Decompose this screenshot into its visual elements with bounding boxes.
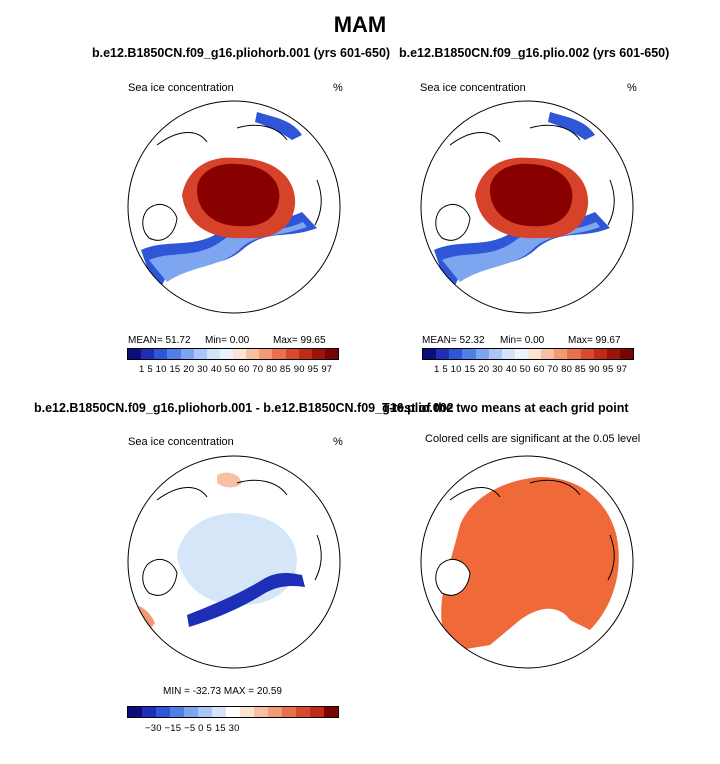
panel2-colorbar	[422, 348, 634, 360]
colorbar-swatch-5	[194, 349, 207, 359]
colorbar-swatch-7	[226, 707, 240, 717]
colorbar-swatch-13	[299, 349, 312, 359]
colorbar-swatch-4	[476, 349, 489, 359]
panel4-significant-cells	[441, 477, 619, 650]
panel2-mean-stat: MEAN= 52.32	[422, 335, 485, 346]
colorbar-swatch-5	[489, 349, 502, 359]
colorbar-swatch-7	[515, 349, 528, 359]
colorbar-swatch-9	[246, 349, 259, 359]
panel4-significance-note: Colored cells are significant at the 0.05 level	[425, 433, 641, 445]
colorbar-swatch-12	[296, 707, 310, 717]
colorbar-swatch-14	[607, 349, 620, 359]
panel2-variable-label: Sea ice concentration	[420, 82, 526, 94]
panel4-arctic-map	[420, 455, 634, 669]
colorbar-swatch-1	[141, 349, 154, 359]
colorbar-swatch-0	[128, 707, 142, 717]
panel3-weak-change-area	[177, 513, 297, 605]
panel3-colorbar-ticks: −30 −15 −5 0 5 15 30	[145, 723, 240, 734]
colorbar-swatch-3	[462, 349, 475, 359]
colorbar-swatch-9	[541, 349, 554, 359]
colorbar-swatch-2	[154, 349, 167, 359]
colorbar-swatch-8	[233, 349, 246, 359]
colorbar-swatch-3	[170, 707, 184, 717]
colorbar-swatch-12	[581, 349, 594, 359]
colorbar-swatch-6	[502, 349, 515, 359]
colorbar-swatch-14	[324, 707, 338, 717]
colorbar-swatch-4	[181, 349, 194, 359]
colorbar-swatch-6	[212, 707, 226, 717]
panel3-variable-label: Sea ice concentration	[128, 436, 234, 448]
panel3-arctic-map	[127, 455, 341, 669]
panel2-min-stat: Min= 0.00	[500, 335, 545, 346]
colorbar-swatch-8	[240, 707, 254, 717]
colorbar-swatch-11	[567, 349, 580, 359]
colorbar-swatch-4	[184, 707, 198, 717]
panel3-title: b.e12.B1850CN.f09_g16.pliohorb.001 - b.e12.B1850CN.f09_g16.plio.002	[34, 401, 454, 415]
panel2-units-label: %	[627, 82, 637, 94]
colorbar-swatch-13	[310, 707, 324, 717]
panel1-colorbar	[127, 348, 339, 360]
colorbar-swatch-14	[312, 349, 325, 359]
panel3-colorbar	[127, 706, 339, 718]
panel3-minmax-stat: MIN = -32.73 MAX = 20.59	[163, 686, 282, 697]
panel2-arctic-map	[420, 100, 634, 314]
panel2-coast-east	[608, 180, 614, 225]
colorbar-swatch-7	[220, 349, 233, 359]
colorbar-swatch-2	[449, 349, 462, 359]
colorbar-swatch-9	[254, 707, 268, 717]
colorbar-swatch-0	[423, 349, 436, 359]
colorbar-swatch-11	[282, 707, 296, 717]
panel3-coast-east	[315, 535, 321, 580]
panel2-title: b.e12.B1850CN.f09_g16.plio.002 (yrs 601-650)	[399, 46, 670, 60]
colorbar-swatch-15	[325, 349, 338, 359]
panel3-greenland	[143, 559, 177, 595]
panel1-colorbar-ticks: 1 5 10 15 20 30 40 50 60 70 80 85 90 95 97	[139, 364, 333, 375]
colorbar-swatch-1	[436, 349, 449, 359]
panel1-mean-stat: MEAN= 51.72	[128, 335, 191, 346]
colorbar-swatch-10	[554, 349, 567, 359]
figure-title: MAM	[333, 12, 387, 37]
colorbar-swatch-10	[259, 349, 272, 359]
panel3-units-label: %	[333, 436, 343, 448]
panel1-max-stat: Max= 99.65	[273, 335, 326, 346]
colorbar-swatch-15	[620, 349, 633, 359]
colorbar-swatch-11	[272, 349, 285, 359]
panel2-max-stat: Max= 99.67	[568, 335, 621, 346]
colorbar-swatch-2	[156, 707, 170, 717]
panel1-variable-label: Sea ice concentration	[128, 82, 234, 94]
panel2-greenland	[436, 204, 470, 240]
panel4-title: T-test of the two means at each grid point	[382, 401, 629, 415]
colorbar-swatch-1	[142, 707, 156, 717]
panel1-coast-north	[157, 125, 287, 145]
colorbar-swatch-12	[286, 349, 299, 359]
panel1-coast-east	[315, 180, 321, 225]
colorbar-swatch-8	[528, 349, 541, 359]
panel1-title: b.e12.B1850CN.f09_g16.pliohorb.001 (yrs 601-650)	[92, 46, 391, 60]
panel1-min-stat: Min= 0.00	[205, 335, 250, 346]
panel1-units-label: %	[333, 82, 343, 94]
panel2-colorbar-ticks: 1 5 10 15 20 30 40 50 60 70 80 85 90 95 97	[434, 364, 628, 375]
colorbar-swatch-6	[207, 349, 220, 359]
colorbar-swatch-5	[198, 707, 212, 717]
colorbar-swatch-0	[128, 349, 141, 359]
panel1-greenland	[143, 204, 177, 240]
panel3-increase-patch-atlantic	[127, 605, 155, 645]
panel2-coast-north	[450, 125, 580, 145]
colorbar-swatch-13	[594, 349, 607, 359]
colorbar-swatch-3	[167, 349, 180, 359]
panel1-arctic-map	[127, 100, 341, 314]
colorbar-swatch-10	[268, 707, 282, 717]
panel3-increase-patch-pacific	[217, 473, 242, 488]
